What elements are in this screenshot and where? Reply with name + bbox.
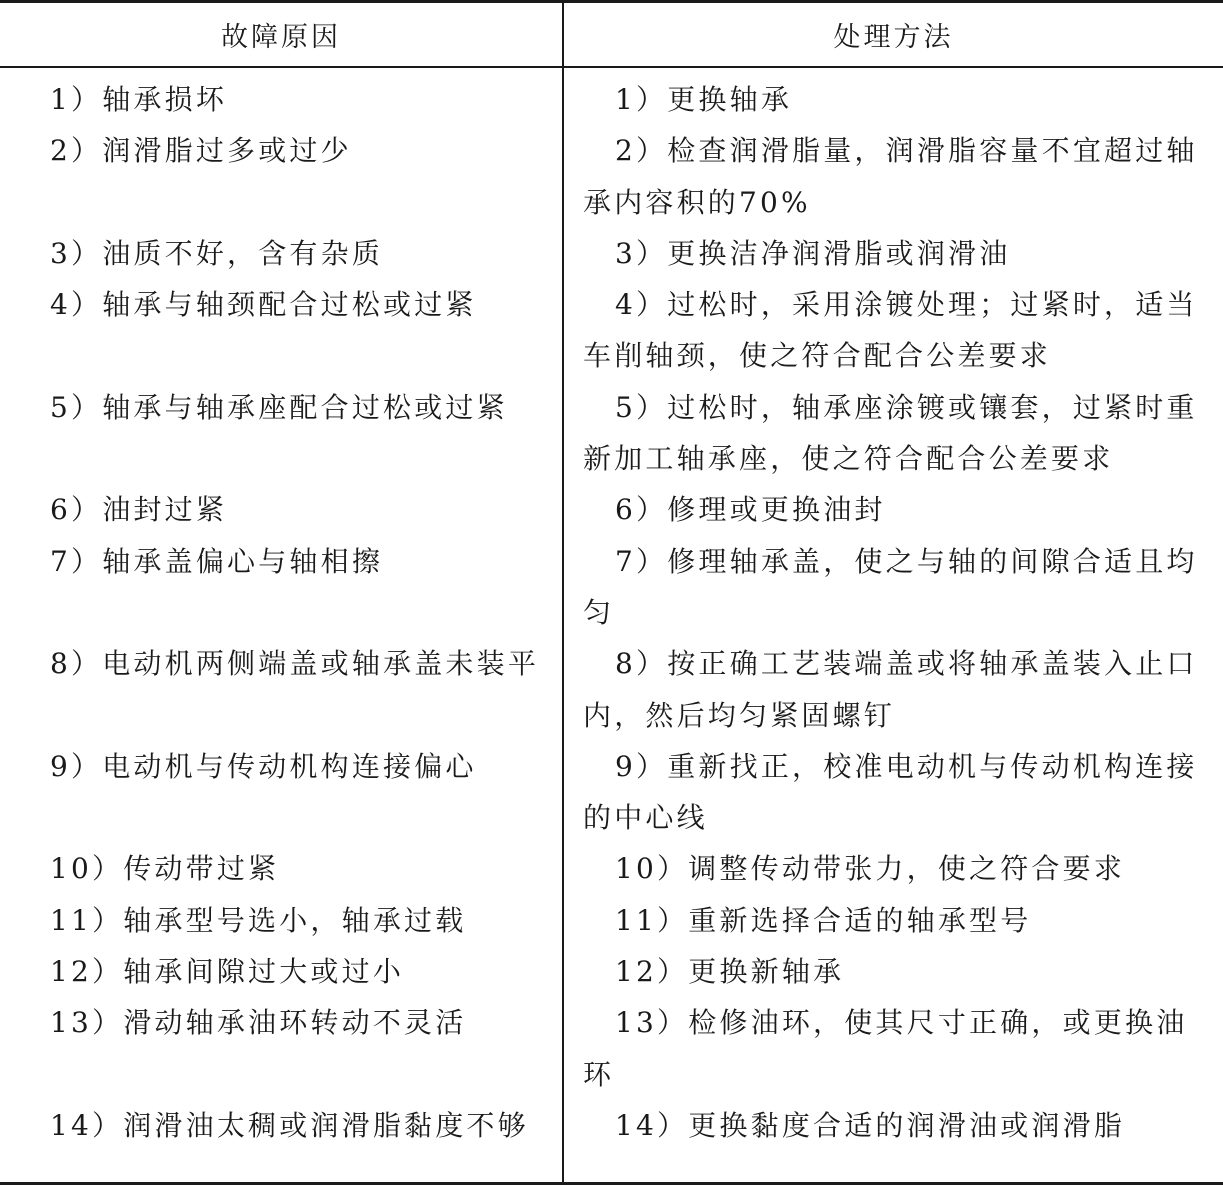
solution-cell: 12）更换新轴承 <box>615 955 845 989</box>
fault-cause-cell: 12）轴承间隙过大或过小 <box>50 955 405 989</box>
solution-cell: 1）更换轴承 <box>615 83 793 116</box>
fault-cause-cell: 14）润滑油太稠或润滑脂黏度不够 <box>50 1108 529 1142</box>
fault-cause-cell: 7）轴承盖偏心与轴相擦 <box>50 544 384 578</box>
fault-cause-cell: 10）传动带过紧 <box>50 852 280 886</box>
solution-cell: 3）更换洁净润滑脂或润滑油 <box>615 236 1011 270</box>
table-bottom-rule <box>0 1182 1223 1185</box>
solution-cell: 13）检修油环，使其尺寸正确，或更换油环 <box>583 1006 1188 1091</box>
solution-cell: 10）调整传动带张力，使之符合要求 <box>615 852 1126 886</box>
solution-cell: 14）更换黏度合适的润滑油或润滑脂 <box>615 1108 1126 1142</box>
solution-cell: 4）过松时，采用涂镀处理；过紧时，适当车削轴颈，使之符合配合公差要求 <box>583 288 1198 373</box>
fault-cause-cell: 9）电动机与传动机构连接偏心 <box>50 749 477 783</box>
header-solution: 处理方法 <box>833 22 954 53</box>
fault-cause-cell: 13）滑动轴承油环转动不灵活 <box>50 1006 467 1040</box>
fault-cause-cell: 2）润滑脂过多或过少 <box>50 134 352 168</box>
solution-cell: 5）过松时，轴承座涂镀或镶套，过紧时重新加工轴承座，使之符合配合公差要求 <box>583 390 1198 476</box>
fault-cause-cell: 5）轴承与轴承座配合过松或过紧 <box>50 390 508 424</box>
column-divider <box>562 0 564 1185</box>
fault-cause-cell: 6）油封过紧 <box>50 493 228 527</box>
solution-cell: 11）重新选择合适的轴承型号 <box>615 903 1032 937</box>
fault-cause-cell: 8）电动机两侧端盖或轴承盖未装平 <box>50 647 540 681</box>
fault-cause-cell: 4）轴承与轴颈配合过松或过紧 <box>50 288 477 322</box>
solution-cell: 6）修理或更换油封 <box>615 493 886 527</box>
solution-column <box>583 74 1209 1151</box>
solution-cell: 9）重新找正，校准电动机与传动机构连接的中心线 <box>583 749 1198 835</box>
table-header-rule <box>0 66 1223 68</box>
solution-cell: 8）按正确工艺装端盖或将轴承盖装入止口内，然后均匀紧固螺钉 <box>583 647 1198 732</box>
header-fault-cause: 故障原因 <box>221 22 341 53</box>
solution-cell: 7）修理轴承盖，使之与轴的间隙合适且均匀 <box>583 544 1198 629</box>
fault-cause-cell: 3）油质不好，含有杂质 <box>50 236 384 270</box>
fault-cause-column <box>18 74 550 1151</box>
fault-cause-cell: 1）轴承损坏 <box>50 83 228 116</box>
fault-cause-cell: 11）轴承型号选小，轴承过载 <box>50 903 467 937</box>
solution-cell: 2）检查润滑脂量，润滑脂容量不宜超过轴承内容积的70% <box>583 134 1198 219</box>
